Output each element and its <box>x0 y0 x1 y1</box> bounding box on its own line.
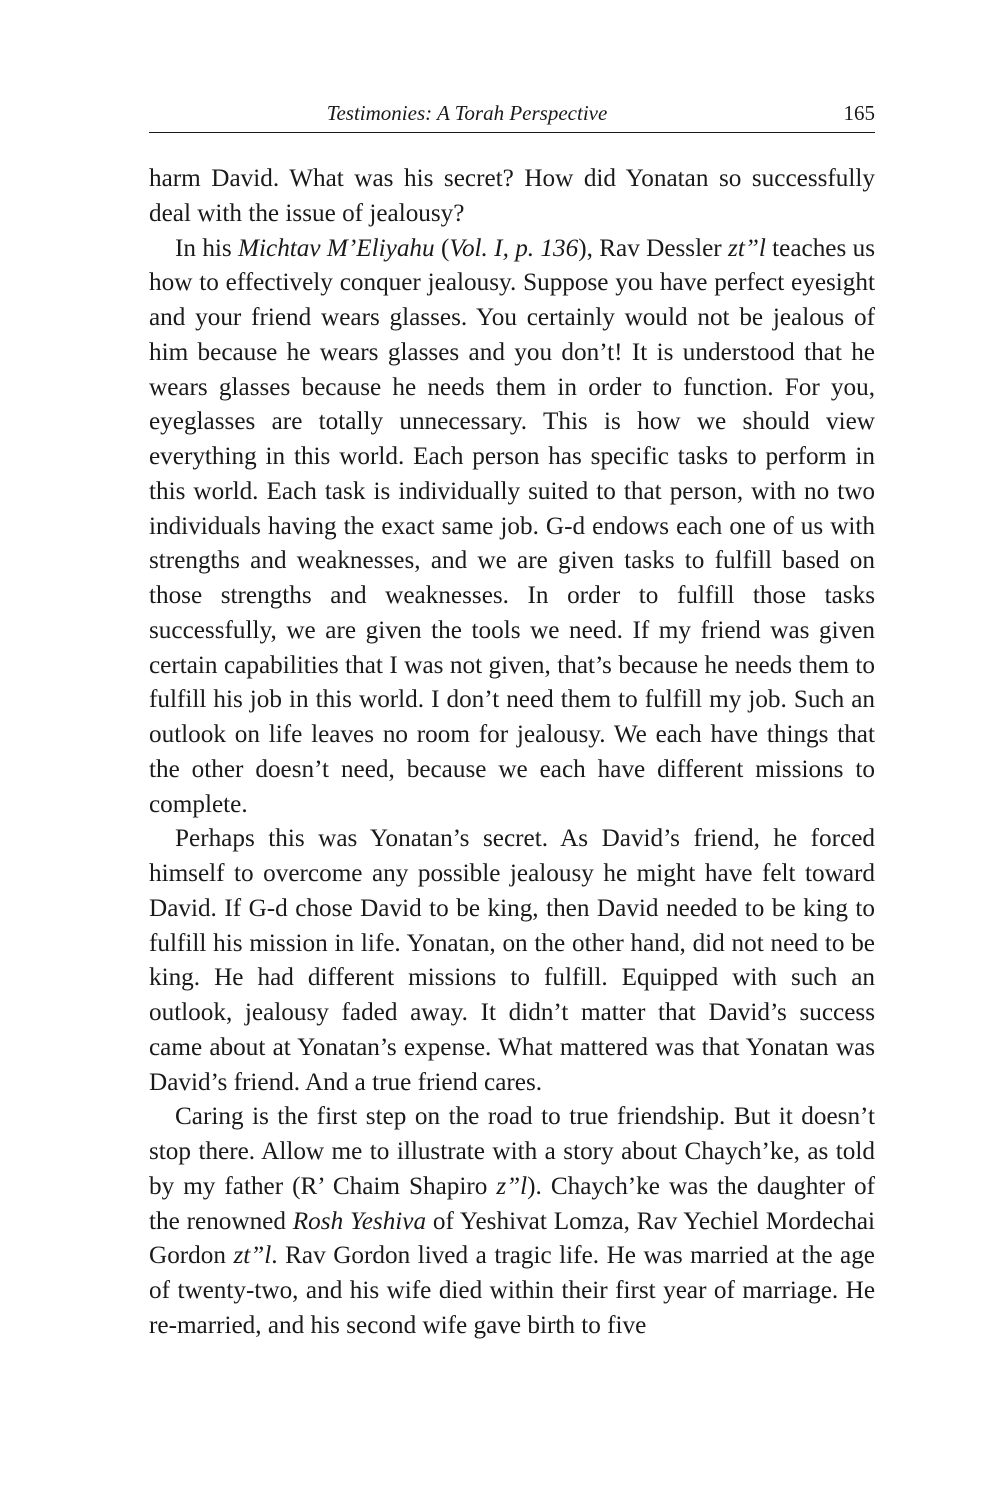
text-run: harm David. What was his secret? How did Yonatan so successfully deal with the issue of jealousy? <box>149 165 875 227</box>
text-run: ). Chaych’ke was the daughter of the renowned <box>149 1172 875 1235</box>
running-header <box>149 100 875 133</box>
text-run: ), Rav Dessler <box>578 234 729 262</box>
text-run: of Yeshivat Lomza, Rav Yechiel Mordechai Gordon <box>149 1207 875 1270</box>
paragraph <box>149 162 875 232</box>
title-term: Rosh Yeshiva <box>292 1207 427 1235</box>
honorific: zt”l <box>233 1242 272 1270</box>
text-run: Perhaps this was Yonatan’s secret. As David’s friend, he forced himself to overcome any possible jealousy he might have felt toward David. If G-d chose David to be king, then David needed to be king to fulfill his mission in life. Yonatan, on the other hand, did not need to be king. He had different missions to fulfill. Equipped with such an outlook, jealousy faded away. It didn’t matter that David’s success came about at Yonatan’s expense. What mattered was that Yonatan was David’s friend. And a true friend cares. <box>149 825 875 1096</box>
text-run: teaches us how to effectively conquer jealousy. Suppose you have perfect eyesight and your friend wears glasses. You certainly would not be jealous of him because he wears glasses and you don’t! It is understood that he wears glasses because he needs them in order to function. For you, eyeglasses are totally unnecessary. This is how we should view everything in this world. Each person has specific tasks to perform in this world. Each task is individually suited to that person, with no two individuals having the exact same job. G-d endows each one of us with strengths and weaknesses, and we are given tasks to fulfill based on those strengths and weaknesses. In order to fulfill those tasks successfully, we are given the tools we need. If my friend was given certain capabilities that I was not given, that’s because he needs them to fulfill his job in this world. I don’t need them to fulfill my job. Such an outlook on life leaves no room for jealousy. We each have things that the other doesn’t need, because we each have different missions to complete. <box>149 234 876 818</box>
honorific: zt”l <box>728 234 766 262</box>
running-title: Testimonies: A Torah Perspective <box>326 101 608 125</box>
paragraph <box>149 232 875 823</box>
body-text <box>149 162 875 1344</box>
citation: Vol. I, p. 136 <box>449 234 579 262</box>
honorific: z”l <box>496 1172 528 1200</box>
paragraph <box>149 1100 875 1343</box>
book-title: Michtav M’Eliyahu <box>238 234 435 262</box>
text-run: In his <box>175 234 239 262</box>
page-number: 165 <box>843 101 875 125</box>
text-run: . Rav Gordon lived a tragic life. He was married at the age of twenty-two, and his wife died within their first year of marriage. He re-married, and his second wife gave birth to five <box>149 1242 875 1339</box>
text-run: ( <box>434 234 450 262</box>
paragraph <box>149 822 875 1100</box>
text-run: Caring is the first step on the road to true friendship. But it doesn’t stop there. Allow me to illustrate with a story about Chaych’ke, as told by my father (R’ Chaim Shapiro <box>149 1103 875 1200</box>
